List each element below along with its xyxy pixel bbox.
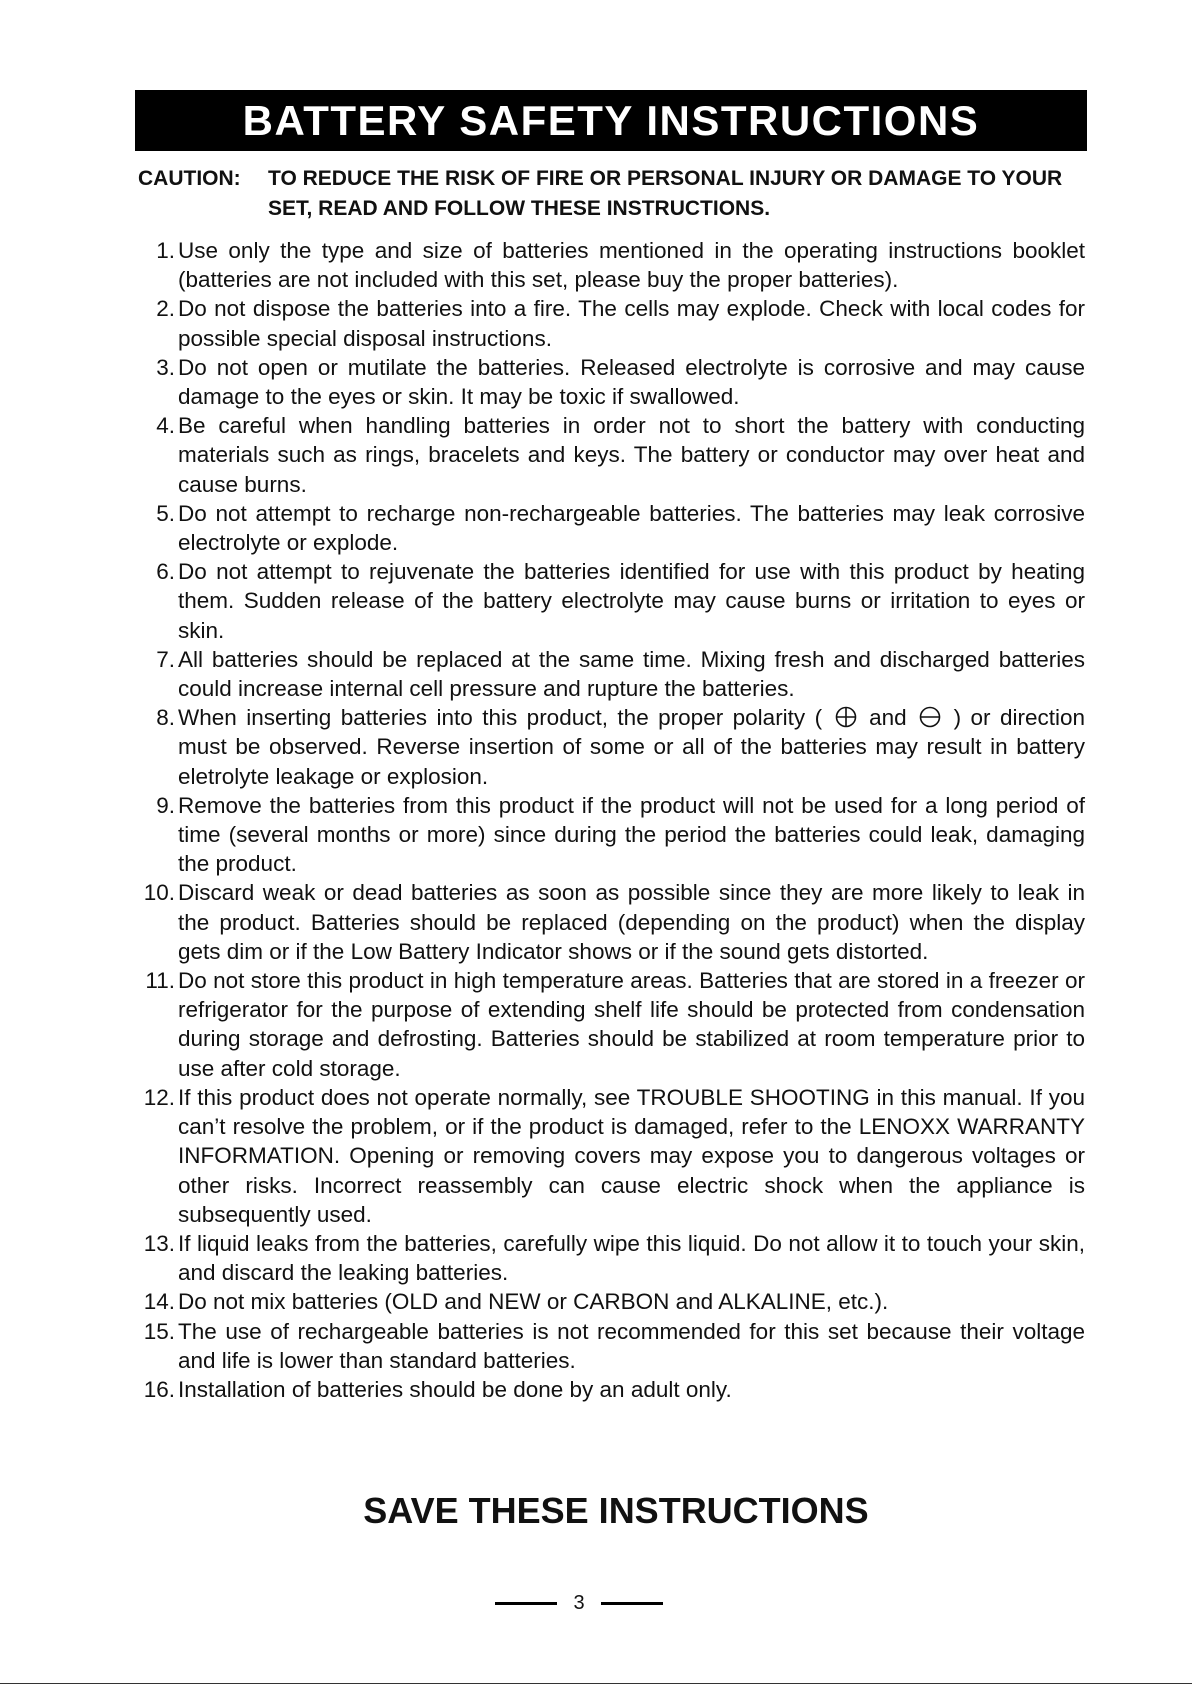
- item-text: Do not mix batteries (OLD and NEW or CARBON and ALKALINE, etc.).: [178, 1289, 889, 1315]
- save-instructions-heading: SAVE THESE INSTRUCTIONS: [363, 1490, 869, 1531]
- item-text: Do not attempt to rejuvenate the batteries identified for use with this product by heating them. Sudden release of the battery electrolyte may cause burns or irritation to eyes or skin.: [178, 559, 1085, 643]
- list-item: [130, 499, 1085, 557]
- item-text-and: and: [869, 705, 907, 731]
- plus-polarity-icon: [835, 706, 857, 728]
- list-item: [130, 236, 1085, 294]
- list-item: [130, 294, 1085, 352]
- item-text: ) or direction must be observed. Reverse insertion of some or all of the batteries may result in battery eletrolyte leakage or explosion.: [178, 705, 1086, 789]
- list-item: [130, 1083, 1085, 1229]
- item-number: 2.: [156, 296, 175, 322]
- item-number: 5.: [156, 500, 175, 526]
- list-item: [130, 1287, 1085, 1316]
- item-text: The use of rechargeable batteries is not recommended for this set because their voltage and life is lower than standard batteries.: [178, 1318, 1085, 1373]
- list-item: [130, 966, 1085, 1083]
- page-number-footer: [490, 1590, 668, 1616]
- list-item: [130, 703, 1085, 791]
- item-text: Do not store this product in high temperature areas. Batteries that are stored in a freezer or refrigerator for the purpose of extending shelf life should be protected from condensation during storage and defrosting. Batteries should be stabilized at room temperature prior to use after cold storage.: [178, 968, 1085, 1081]
- list-item: [130, 353, 1085, 411]
- item-number: 7.: [156, 646, 175, 672]
- item-text: Do not open or mutilate the batteries. Released electrolyte is corrosive and may cause damage to the eyes or skin. It may be toxic if swallowed.: [178, 354, 1085, 410]
- list-item: [130, 878, 1085, 966]
- item-number: 3.: [156, 354, 175, 380]
- divider-right: [601, 1602, 663, 1605]
- item-number: 10.: [143, 880, 175, 906]
- minus-polarity-icon: [919, 706, 941, 728]
- item-text: Do not attempt to recharge non-rechargeable batteries. The batteries may leak corrosive electrolyte or explode.: [178, 500, 1085, 556]
- item-number: 15.: [143, 1318, 175, 1344]
- item-number: 1.: [156, 238, 175, 263]
- list-item: [130, 1229, 1085, 1287]
- item-text: Be careful when handling batteries in order not to short the battery with conducting materials such as rings, bracelets and keys. The battery or conductor may over heat and cause burns.: [178, 413, 1085, 497]
- item-text: When inserting batteries into this product, the proper polarity (: [178, 705, 823, 731]
- list-item: [130, 411, 1085, 499]
- item-text: Remove the batteries from this product if the product will not be used for a long period of time (several months or more) since during the period the batteries could leak, damaging the product.: [178, 792, 1085, 877]
- list-item: [130, 557, 1085, 645]
- list-item: [130, 1375, 1085, 1404]
- item-number: 16.: [143, 1376, 175, 1402]
- list-item: [130, 645, 1085, 703]
- item-number: 4.: [156, 413, 175, 439]
- list-item: [130, 791, 1085, 879]
- item-number: 6.: [156, 559, 175, 585]
- item-text: Do not dispose the batteries into a fire. The cells may explode. Check with local codes for possible special disposal instructions.: [178, 296, 1085, 351]
- item-number: 9.: [156, 792, 175, 818]
- item-number: 14.: [143, 1289, 175, 1315]
- instruction-list: [130, 236, 1085, 1404]
- caution-label: CAUTION:: [138, 167, 241, 190]
- divider-left: [495, 1602, 557, 1605]
- item-number: 8.: [156, 705, 175, 731]
- caution-text: TO REDUCE THE RISK OF FIRE OR PERSONAL INJURY OR DAMAGE TO YOUR SET, READ AND FOLLOW THESE INSTRUCTIONS.: [268, 167, 1063, 220]
- item-text: If this product does not operate normally, see TROUBLE SHOOTING in this manual. If you can’t resolve the problem, or if the product is damaged, refer to the LENOXX WARRANTY INFORMATION. Opening or removing covers may expose you to dangerous voltages or other risks. Incorrect reassembly can cause electric shock when the appliance is subsequently used.: [178, 1084, 1085, 1227]
- item-text: Use only the type and size of batteries mentioned in the operating instructions booklet (batteries are not included with this set, please buy the proper batteries).: [178, 238, 1085, 293]
- item-text: Installation of batteries should be done by an adult only.: [178, 1376, 732, 1402]
- item-text: If liquid leaks from the batteries, carefully wipe this liquid. Do not allow it to touch your skin, and discard the leaking batteries.: [178, 1230, 1085, 1286]
- page-edge-divider: [0, 1683, 1192, 1684]
- page-number: 3: [573, 1591, 585, 1614]
- item-text: Discard weak or dead batteries as soon as possible since they are more likely to leak in the product. Batteries should be replaced (depending on the product) when the display gets dim or if the Low Battery Indicator shows or if the sound gets distorted.: [178, 880, 1085, 964]
- list-item: [130, 1317, 1085, 1375]
- item-text: All batteries should be replaced at the same time. Mixing fresh and discharged batteries could increase internal cell pressure and rupture the batteries.: [178, 646, 1085, 702]
- item-number: 12.: [143, 1084, 175, 1110]
- item-number: 11.: [145, 968, 175, 994]
- item-number: 13.: [143, 1230, 175, 1256]
- page-title: BATTERY SAFETY INSTRUCTIONS: [135, 90, 1087, 151]
- caution-block: [138, 164, 1088, 224]
